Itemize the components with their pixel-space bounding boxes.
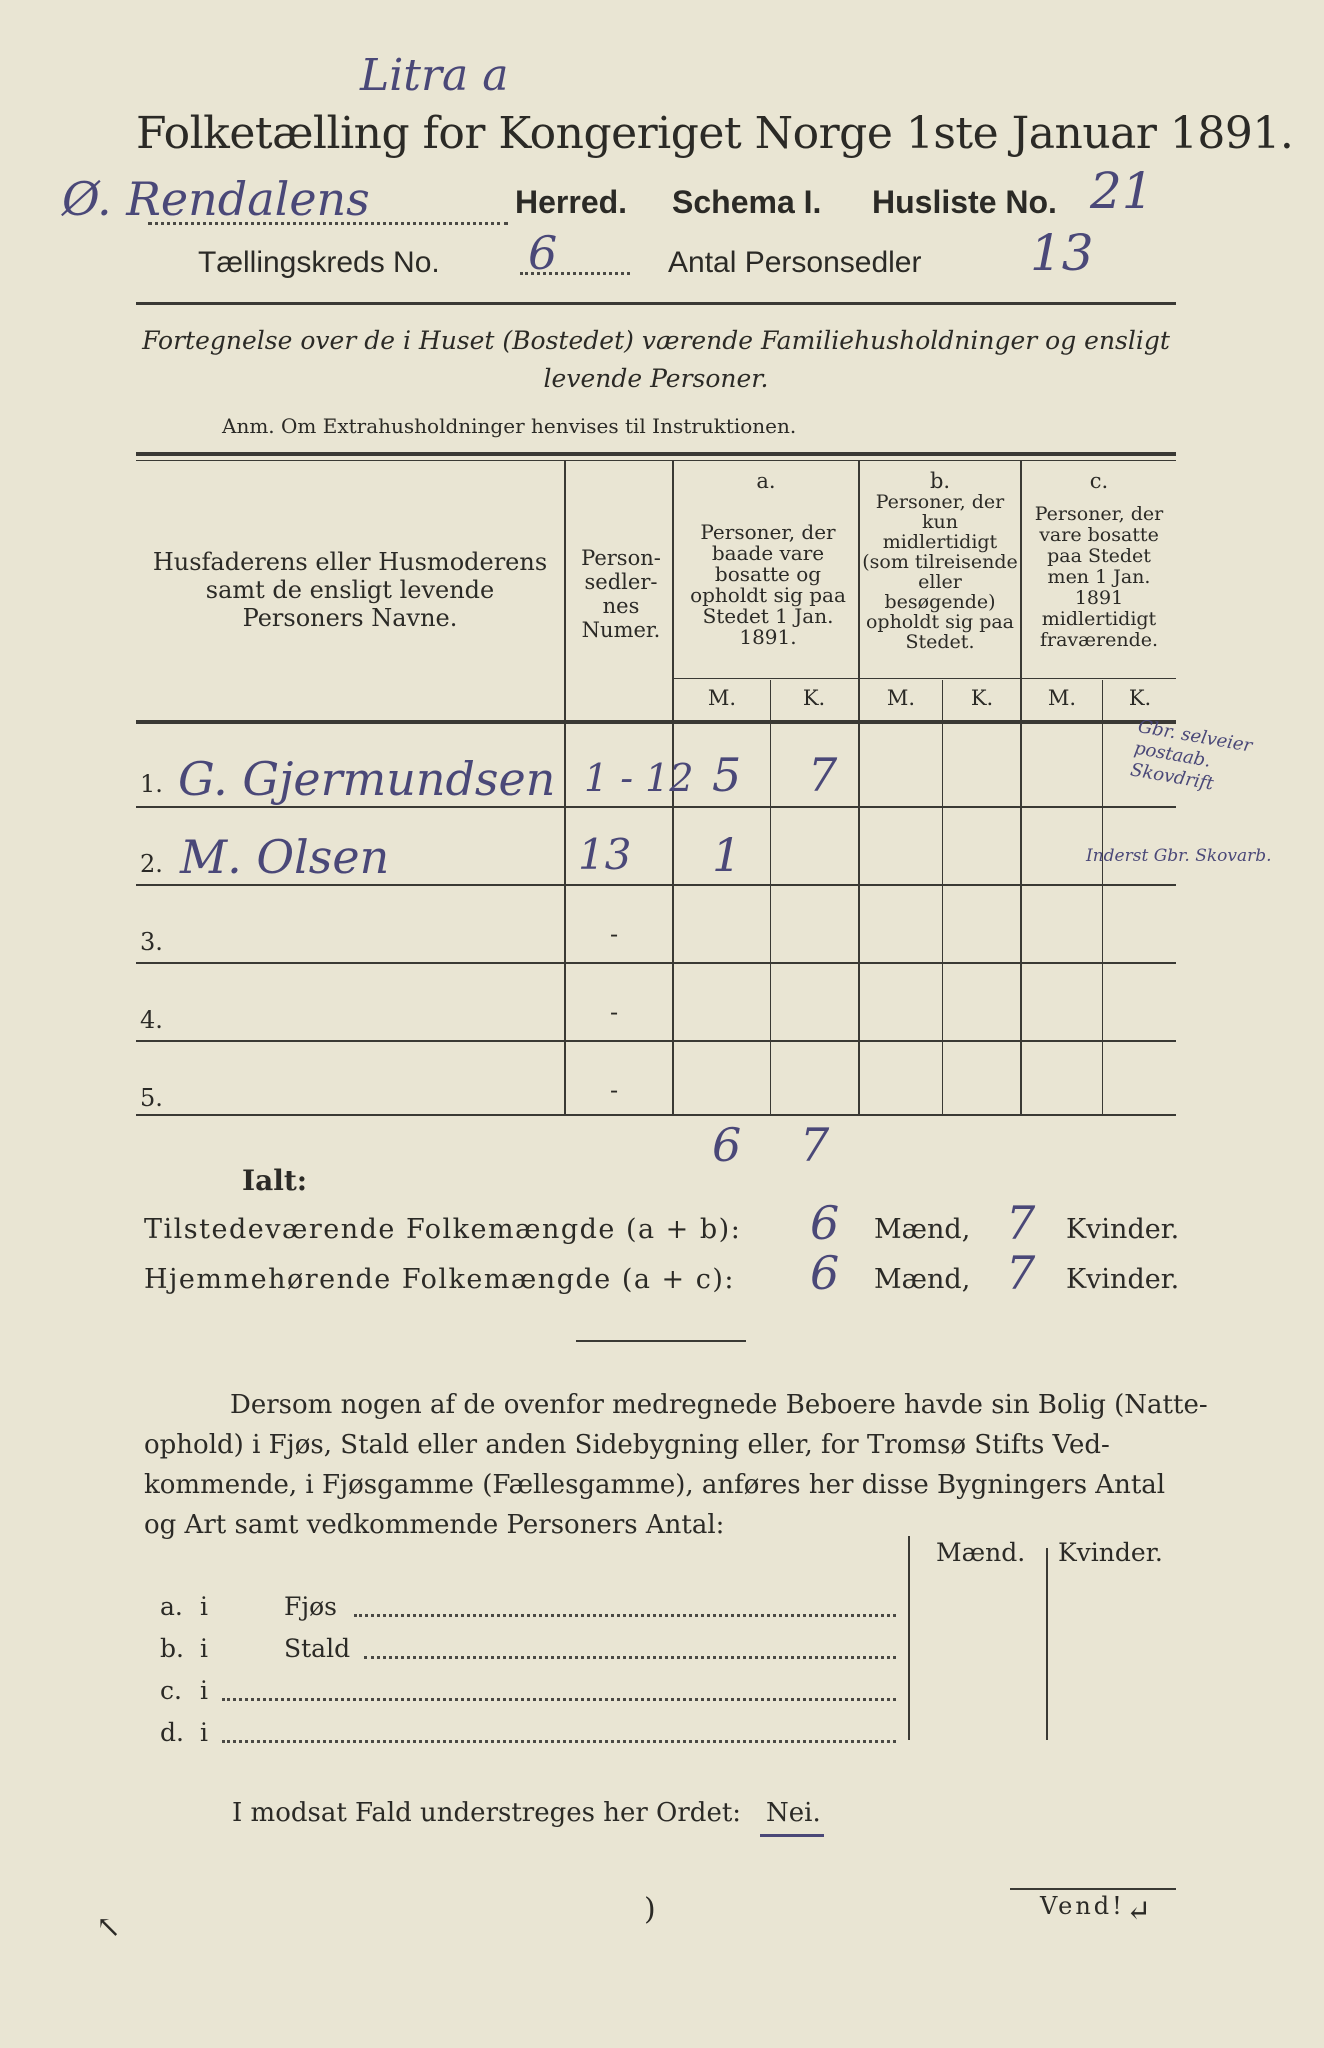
vend-arrow-icon: ↵ <box>1126 1894 1152 1929</box>
row-note: Gbr. selveier postaab. Skovdrift <box>1128 716 1254 795</box>
col-divider-c-mk <box>1102 680 1103 1115</box>
corner-mark-icon: ↖ <box>96 1910 122 1945</box>
hjemme-k: 7 <box>1006 1246 1036 1300</box>
outbuildings-col-maend: Mænd. <box>936 1538 1026 1567</box>
outbuildings-para-1: Dersom nogen af de ovenfor medregnede Beboere havde sin Bolig (Natte- <box>230 1390 1208 1420</box>
vend-rule <box>1010 1888 1176 1890</box>
row-sedler: 13 <box>578 830 632 879</box>
row-number: 1. <box>140 770 163 798</box>
header-bottom-rule <box>136 720 1176 724</box>
vend-label: Vend! <box>1040 1892 1125 1920</box>
header-sedler-numer: Person-sedler-nes Numer. <box>581 546 661 642</box>
header-a-k: K. <box>802 686 826 710</box>
row-rule <box>136 806 1176 808</box>
tilstede-kvinder: Kvinder. <box>1066 1214 1180 1245</box>
taellingskreds-dotted-line <box>520 272 630 275</box>
row-note: Inderst Gbr. Skovarb. <box>1086 846 1272 866</box>
outbuildings-col-divider-2 <box>1046 1548 1048 1740</box>
outbuilding-dotted-line <box>364 1656 896 1659</box>
tilstede-maend: Mænd, <box>874 1214 971 1245</box>
mk-header-rule <box>674 678 1176 679</box>
row-number: 3. <box>140 928 163 956</box>
outbuildings-para-3: kommende, i Fjøsgamme (Fællesgamme), anføres her disse Bygningers Antal <box>144 1470 1166 1500</box>
antal-value: 13 <box>1030 224 1094 282</box>
nei-word[interactable]: Nei. <box>766 1798 821 1828</box>
outbuilding-letter: c. <box>160 1676 182 1705</box>
form-title: Folketælling for Kongeriget Norge 1ste Januar 1891. <box>136 108 1294 159</box>
hjemme-label: Hjemmehørende Folkemængde (a + c): <box>144 1264 735 1295</box>
row-sedler: - <box>610 920 619 948</box>
outbuildings-para-2: ophold) i Fjøs, Stald eller anden Sidebygning eller, for Tromsø Stifts Ved- <box>144 1430 1110 1460</box>
ialt-label: Ialt: <box>242 1164 308 1197</box>
schema-label: Schema I. <box>672 184 822 220</box>
row-sedler: 1 - 12 <box>584 756 694 800</box>
taellingskreds-value: 6 <box>528 226 558 280</box>
table-top-rule <box>136 452 1176 456</box>
row-name: G. Gjermundsen <box>178 752 556 806</box>
header-b-k: K. <box>970 686 994 710</box>
municipality-handwritten: Ø. Rendalens <box>62 172 370 226</box>
header-a-letter: a. <box>756 469 776 493</box>
outbuilding-prefix: i <box>200 1592 208 1621</box>
header-names: Husfaderens eller Husmoderens samt de ensligt levende Personers Navne. <box>152 548 548 632</box>
antal-label: Antal Personsedler <box>668 246 922 279</box>
header-c-text: Personer, der vare bosatte paa Stedet men 1 Jan. 1891 midlertidigt fraværende. <box>1034 503 1164 651</box>
husliste-label: Husliste No. <box>872 184 1057 220</box>
tilstede-m: 6 <box>810 1196 840 1250</box>
outbuilding-prefix: i <box>200 1676 208 1705</box>
outbuilding-dotted-line <box>222 1740 896 1743</box>
header-b-letter: b. <box>929 469 951 493</box>
row-sedler: - <box>610 1076 619 1104</box>
hjemme-m: 6 <box>810 1246 840 1300</box>
outbuilding-prefix: i <box>200 1634 208 1663</box>
header-c-letter: c. <box>1089 469 1109 493</box>
row-number: 5. <box>140 1084 163 1112</box>
modsat-label: I modsat Fald understreges her Ordet: <box>232 1798 742 1828</box>
section-divider <box>576 1340 746 1342</box>
col-divider-b <box>1020 460 1022 1115</box>
center-mark-icon: ) <box>644 1892 656 1927</box>
hjemme-maend: Mænd, <box>874 1264 971 1295</box>
row-sedler: - <box>610 998 619 1026</box>
col-divider-names <box>564 460 566 1115</box>
outbuilding-letter: a. <box>160 1592 183 1621</box>
row-name: M. Olsen <box>180 830 390 884</box>
herred-label: Herred. <box>515 184 628 220</box>
header-a-text: Personer, der baade vare bosatte og opholdt sig paa Stedet 1 Jan. 1891. <box>690 520 846 649</box>
sum-m: 6 <box>712 1118 742 1172</box>
nei-underline <box>760 1834 824 1837</box>
litra-note: Litra a <box>360 50 509 101</box>
row-number: 4. <box>140 1006 163 1034</box>
taellingskreds-label: Tællingskreds No. <box>198 246 440 279</box>
col-divider-b-mk <box>942 680 943 1115</box>
col-divider-a-mk <box>770 680 771 1115</box>
row-a-m: 5 <box>712 748 742 802</box>
outbuildings-col-divider-1 <box>908 1536 910 1740</box>
outbuilding-label: Fjøs <box>284 1592 337 1621</box>
outbuilding-label: Stald <box>284 1634 351 1663</box>
header-a-m: M. <box>707 686 737 710</box>
outbuilding-letter: b. <box>160 1634 184 1663</box>
header-b-text: Personer, der kun midlertidigt (som tilreisende eller besøgende) opholdt sig paa Stedet. <box>862 491 1018 653</box>
tilstede-k: 7 <box>1006 1196 1036 1250</box>
header-b-m: M. <box>886 686 916 710</box>
row-a-k: 7 <box>808 748 838 802</box>
tilstede-label: Tilstedeværende Folkemængde (a + b): <box>144 1214 742 1245</box>
header-c-m: M. <box>1047 686 1077 710</box>
outbuildings-para-4: og Art samt vedkommende Personers Antal: <box>144 1510 725 1540</box>
municipality-dotted-line <box>148 222 508 225</box>
intro-line-2: levende Personer. <box>543 364 769 393</box>
outbuilding-prefix: i <box>200 1718 208 1747</box>
anm-note: Anm. Om Extrahusholdninger henvises til Instruktionen. <box>222 414 797 438</box>
header-c-k: K. <box>1128 686 1152 710</box>
husliste-value: 21 <box>1090 162 1154 220</box>
outbuilding-dotted-line <box>354 1614 896 1617</box>
row-rule <box>136 884 1176 886</box>
row-rule <box>136 1040 1176 1042</box>
outbuilding-letter: d. <box>160 1718 184 1747</box>
row-number: 2. <box>140 850 163 878</box>
row-rule <box>136 962 1176 964</box>
table-bottom-rule <box>136 1114 1176 1116</box>
row-a-m: 1 <box>712 828 742 882</box>
sum-k: 7 <box>800 1118 830 1172</box>
col-divider-a <box>858 460 860 1115</box>
hjemme-kvinder: Kvinder. <box>1066 1264 1180 1295</box>
header-divider <box>136 302 1176 305</box>
outbuilding-dotted-line <box>222 1698 896 1701</box>
outbuildings-col-kvinder: Kvinder. <box>1058 1538 1163 1567</box>
intro-line-1: Fortegnelse over de i Huset (Bostedet) værende Familiehusholdninger og ensligt <box>142 326 1170 355</box>
